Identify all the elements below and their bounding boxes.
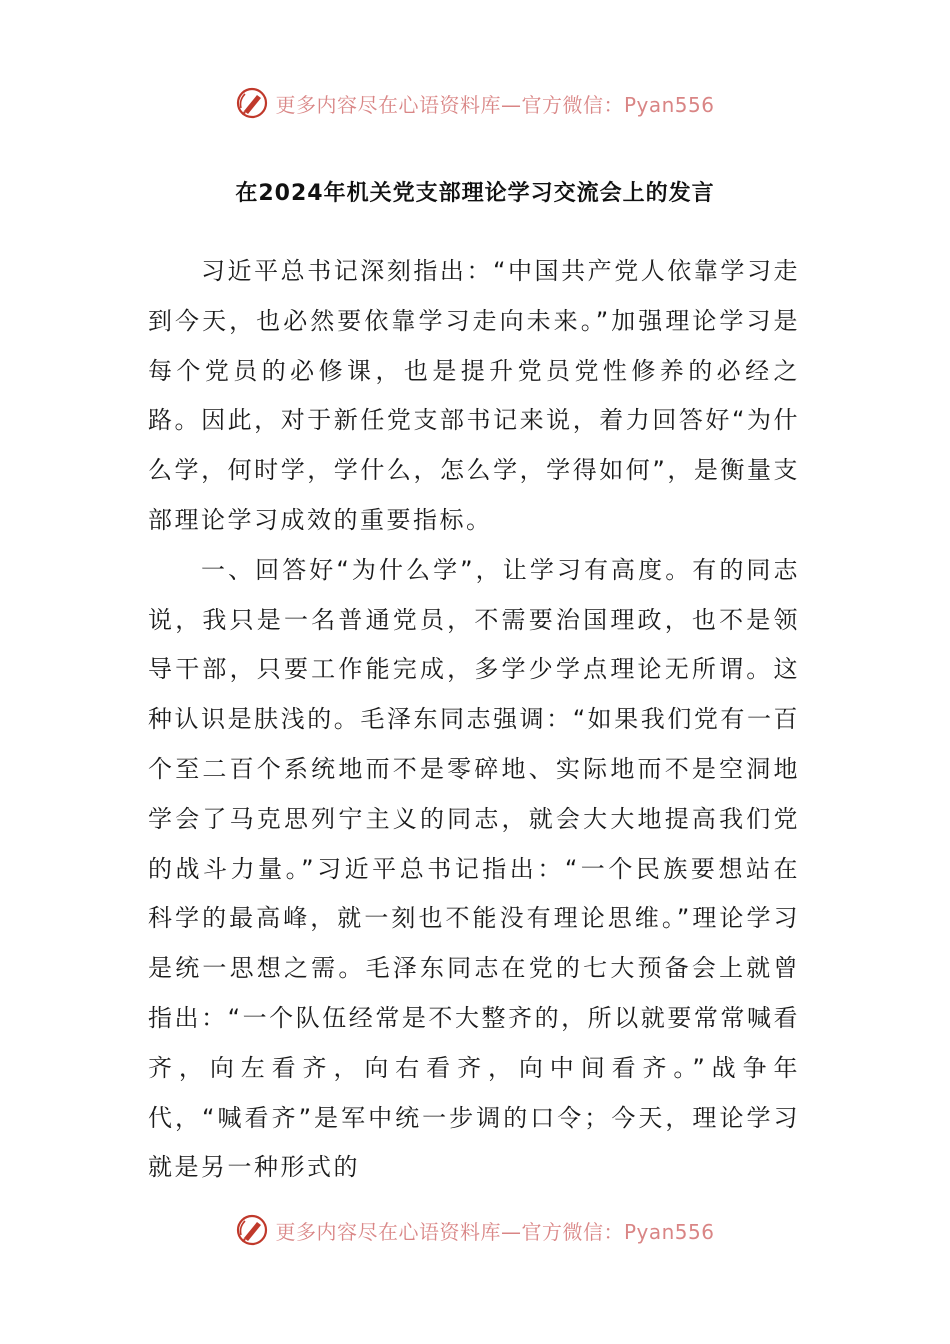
- document-title: 在2024年机关党支部理论学习交流会上的发言: [235, 181, 715, 206]
- paragraph: 习近平总书记深刻指出：“中国共产党人依靠学习走到今天，也必然要依靠学习走向未来。”加强理论学习是每个党员的必修课，也是提升党员党性修养的必经之路。因此，对于新任党支部书记来说，着力回答好“为什么学，何时学，学什么，怎么学，学得如何”，是衡量支部理论学习成效的重要指标。: [148, 257, 800, 534]
- paragraph: 一、回答好“为什么学”，让学习有高度。有的同志说，我只是一名普通党员，不需要治国理政，也不是领导干部，只要工作能完成，多学少学点理论无所谓。这种认识是肤浅的。毛泽东同志强调：“如果我们党有一百个至二百个系统地而不是零碎地、实际地而不是空洞地学会了马克思列宁主义的同志，就会大大地提高我们党的战斗力量。”习近平总书记指出：“一个民族要想站在科学的最高峰，就一刻也不能没有理论思维。”理论学习是统一思想之需。毛泽东同志在党的七大预备会上就曾指出：“一个队伍经常是不大整齐的，所以就要常常喊看齐，向左看齐，向右看齐，向中间看齐。”战争年代，“喊看齐”是军中统一步调的口令；今天，理论学习就是另一种形式的: [148, 555, 800, 1182]
- watermark-text: 更多内容尽在心语资料库—官方微信：Pyan556: [275, 92, 715, 117]
- header-watermark: [0, 80, 950, 126]
- footer-watermark: [0, 1207, 950, 1253]
- pen-nib-logo-icon: [235, 86, 269, 120]
- watermark-text: 更多内容尽在心语资料库—官方微信：Pyan556: [275, 1219, 715, 1244]
- document-body: [148, 247, 800, 1193]
- pen-nib-logo-icon: [235, 1213, 269, 1247]
